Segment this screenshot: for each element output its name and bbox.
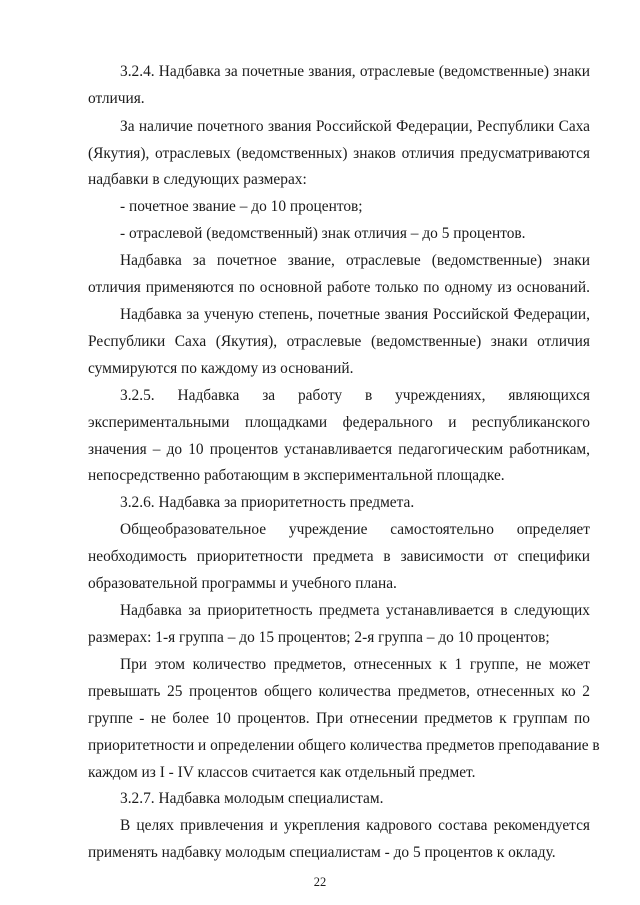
text-line: (Якутия), отраслевых (ведомственных) знаков отличия предусматриваются	[88, 145, 590, 162]
text-line: 3.2.7. Надбавка молодым специалистам.	[120, 790, 384, 807]
text-line: непосредственно работающим в экспериментальной площадке.	[88, 467, 505, 484]
text-line: суммируются по каждому из оснований.	[88, 360, 354, 377]
text-line: каждом из I - IV классов считается как отдельный предмет.	[88, 764, 476, 781]
text-line: Общеобразовательное учреждение самостоятельно определяет	[120, 521, 590, 538]
text-line: отличия применяются по основной работе только по одному из оснований.	[88, 279, 590, 296]
text-line: группе - не более 10 процентов. При отнесении предметов к группам по	[88, 710, 590, 727]
text-line: размерах: 1-я группа – до 15 процентов; 2-я группа – до 10 процентов;	[88, 629, 550, 646]
text-line: Надбавка за приоритетность предмета устанавливается в следующих	[120, 602, 590, 619]
text-line: отличия.	[88, 90, 145, 107]
text-line: 3.2.5. Надбавка за работу в учреждениях, являющихся	[120, 387, 590, 404]
text-line: При этом количество предметов, отнесенных к 1 группе, не может	[120, 656, 590, 673]
text-line: значения – до 10 процентов устанавливается педагогическим работникам,	[88, 441, 590, 458]
page-number: 22	[313, 875, 327, 889]
text-line: Республики Саха (Якутия), отраслевые (ведомственные) знаки отличия	[88, 333, 590, 350]
text-line: применять надбавку молодым специалистам - до 5 процентов к окладу.	[88, 844, 556, 861]
text-line: 3.2.6. Надбавка за приоритетность предмета.	[120, 494, 415, 511]
text-line: необходимость приоритетности предмета в зависимости от специфики	[88, 548, 590, 565]
text-line: - почетное звание – до 10 процентов;	[120, 198, 363, 215]
text-line: - отраслевой (ведомственный) знак отличия – до 5 процентов.	[120, 225, 526, 242]
text-line: экспериментальными площадками федерального и республиканского	[88, 414, 590, 431]
text-line: За наличие почетного звания Российской Федерации, Республики Саха	[120, 118, 590, 135]
text-line: образовательной программы и учебного плана.	[88, 575, 397, 592]
text-line: Надбавка за ученую степень, почетные звания Российской Федерации,	[120, 306, 590, 323]
text-line: 3.2.4. Надбавка за почетные звания, отраслевые (ведомственные) знаки	[120, 63, 590, 80]
text-line: надбавки в следующих размерах:	[88, 171, 307, 188]
text-line: Надбавка за почетное звание, отраслевые (ведомственные) знаки	[120, 252, 590, 269]
text-line: В целях привлечения и укрепления кадрового состава рекомендуется	[120, 817, 590, 834]
text-line: приоритетности и определении общего количества предметов преподавание в	[88, 737, 600, 754]
text-line: превышать 25 процентов общего количества предметов, отнесенных ко 2	[88, 683, 590, 700]
